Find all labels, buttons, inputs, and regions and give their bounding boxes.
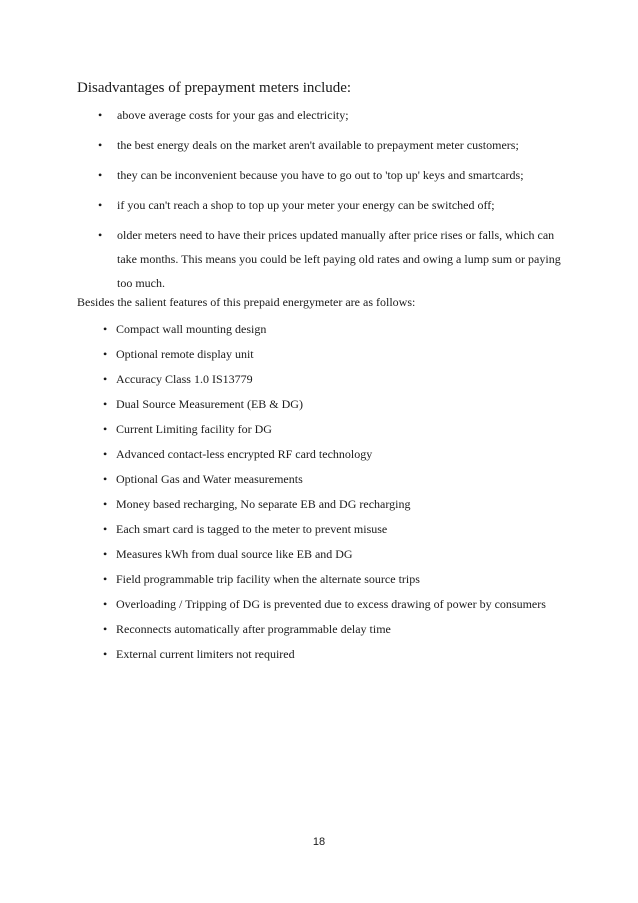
disadvantages-list [0,103,638,301]
bullet-icon: • [103,372,108,386]
list-item [0,543,562,566]
bullet-icon: • [103,322,108,336]
bullet-icon: • [103,447,108,461]
list-item [0,468,562,491]
bullet-icon: • [103,472,108,486]
list-item-text: Advanced contact-less encrypted RF card technology [116,447,373,461]
list-item-text: the best energy deals on the market aren't available to prepayment meter customers; [117,138,519,152]
list-item [0,493,562,516]
list-item [0,443,562,466]
features-list [0,318,638,668]
bullet-icon: • [103,647,108,661]
list-item-text: Money based recharging, No separate EB and DG recharging [116,497,411,511]
bullet-icon: • [103,522,108,536]
list-item [0,343,562,366]
list-item [0,103,565,127]
page-number: 18 [312,836,326,848]
list-item-text: above average costs for your gas and electricity; [117,108,349,122]
list-item [0,593,562,616]
list-item-text: Measures kWh from dual source like EB and DG [116,547,353,561]
list-item [0,618,562,641]
list-item-text: External current limiters not required [116,647,295,661]
bullet-icon: • [103,497,108,511]
list-item [0,643,562,666]
bullet-icon: • [103,572,108,586]
bullet-icon: • [98,228,103,242]
list-item [0,163,565,187]
section-heading: Disadvantages of prepayment meters include: [77,80,352,96]
list-item-text: older meters need to have their prices updated manually after price rises or falls, which can take months. This means you could be left paying old rates and owing a lump sum or paying too much. [117,228,561,290]
list-item-text: if you can't reach a shop to top up your meter your energy can be switched off; [117,198,495,212]
list-item [0,518,562,541]
list-item-text: Reconnects automatically after programmable delay time [116,622,391,636]
list-item [0,133,565,157]
bullet-icon: • [103,547,108,561]
bullet-icon: • [103,622,108,636]
bullet-icon: • [103,422,108,436]
list-item-text: they can be inconvenient because you have to go out to 'top up' keys and smartcards; [117,168,524,182]
list-item-text: Overloading / Tripping of DG is prevented due to excess drawing of power by consumers [116,597,546,611]
list-item [0,368,562,391]
bullet-icon: • [98,108,103,122]
bullet-icon: • [98,198,103,212]
bullet-icon: • [98,168,103,182]
list-item [0,318,562,341]
bullet-icon: • [98,138,103,152]
list-item-text: Compact wall mounting design [116,322,267,336]
list-item-text: Field programmable trip facility when the alternate source trips [116,572,420,586]
features-intro: Besides the salient features of this prepaid energymeter are as follows: [77,295,416,309]
list-item-text: Optional Gas and Water measurements [116,472,303,486]
list-item-text: Optional remote display unit [116,347,254,361]
list-item [0,193,565,217]
list-item [0,393,562,416]
bullet-icon: • [103,597,108,611]
list-item-text: Accuracy Class 1.0 IS13779 [116,372,253,386]
list-item [0,568,562,591]
list-item-text: Current Limiting facility for DG [116,422,272,436]
bullet-icon: • [103,397,108,411]
list-item [0,223,565,295]
bullet-icon: • [103,347,108,361]
list-item-text: Each smart card is tagged to the meter to prevent misuse [116,522,388,536]
list-item [0,418,562,441]
list-item-text: Dual Source Measurement (EB & DG) [116,397,303,411]
